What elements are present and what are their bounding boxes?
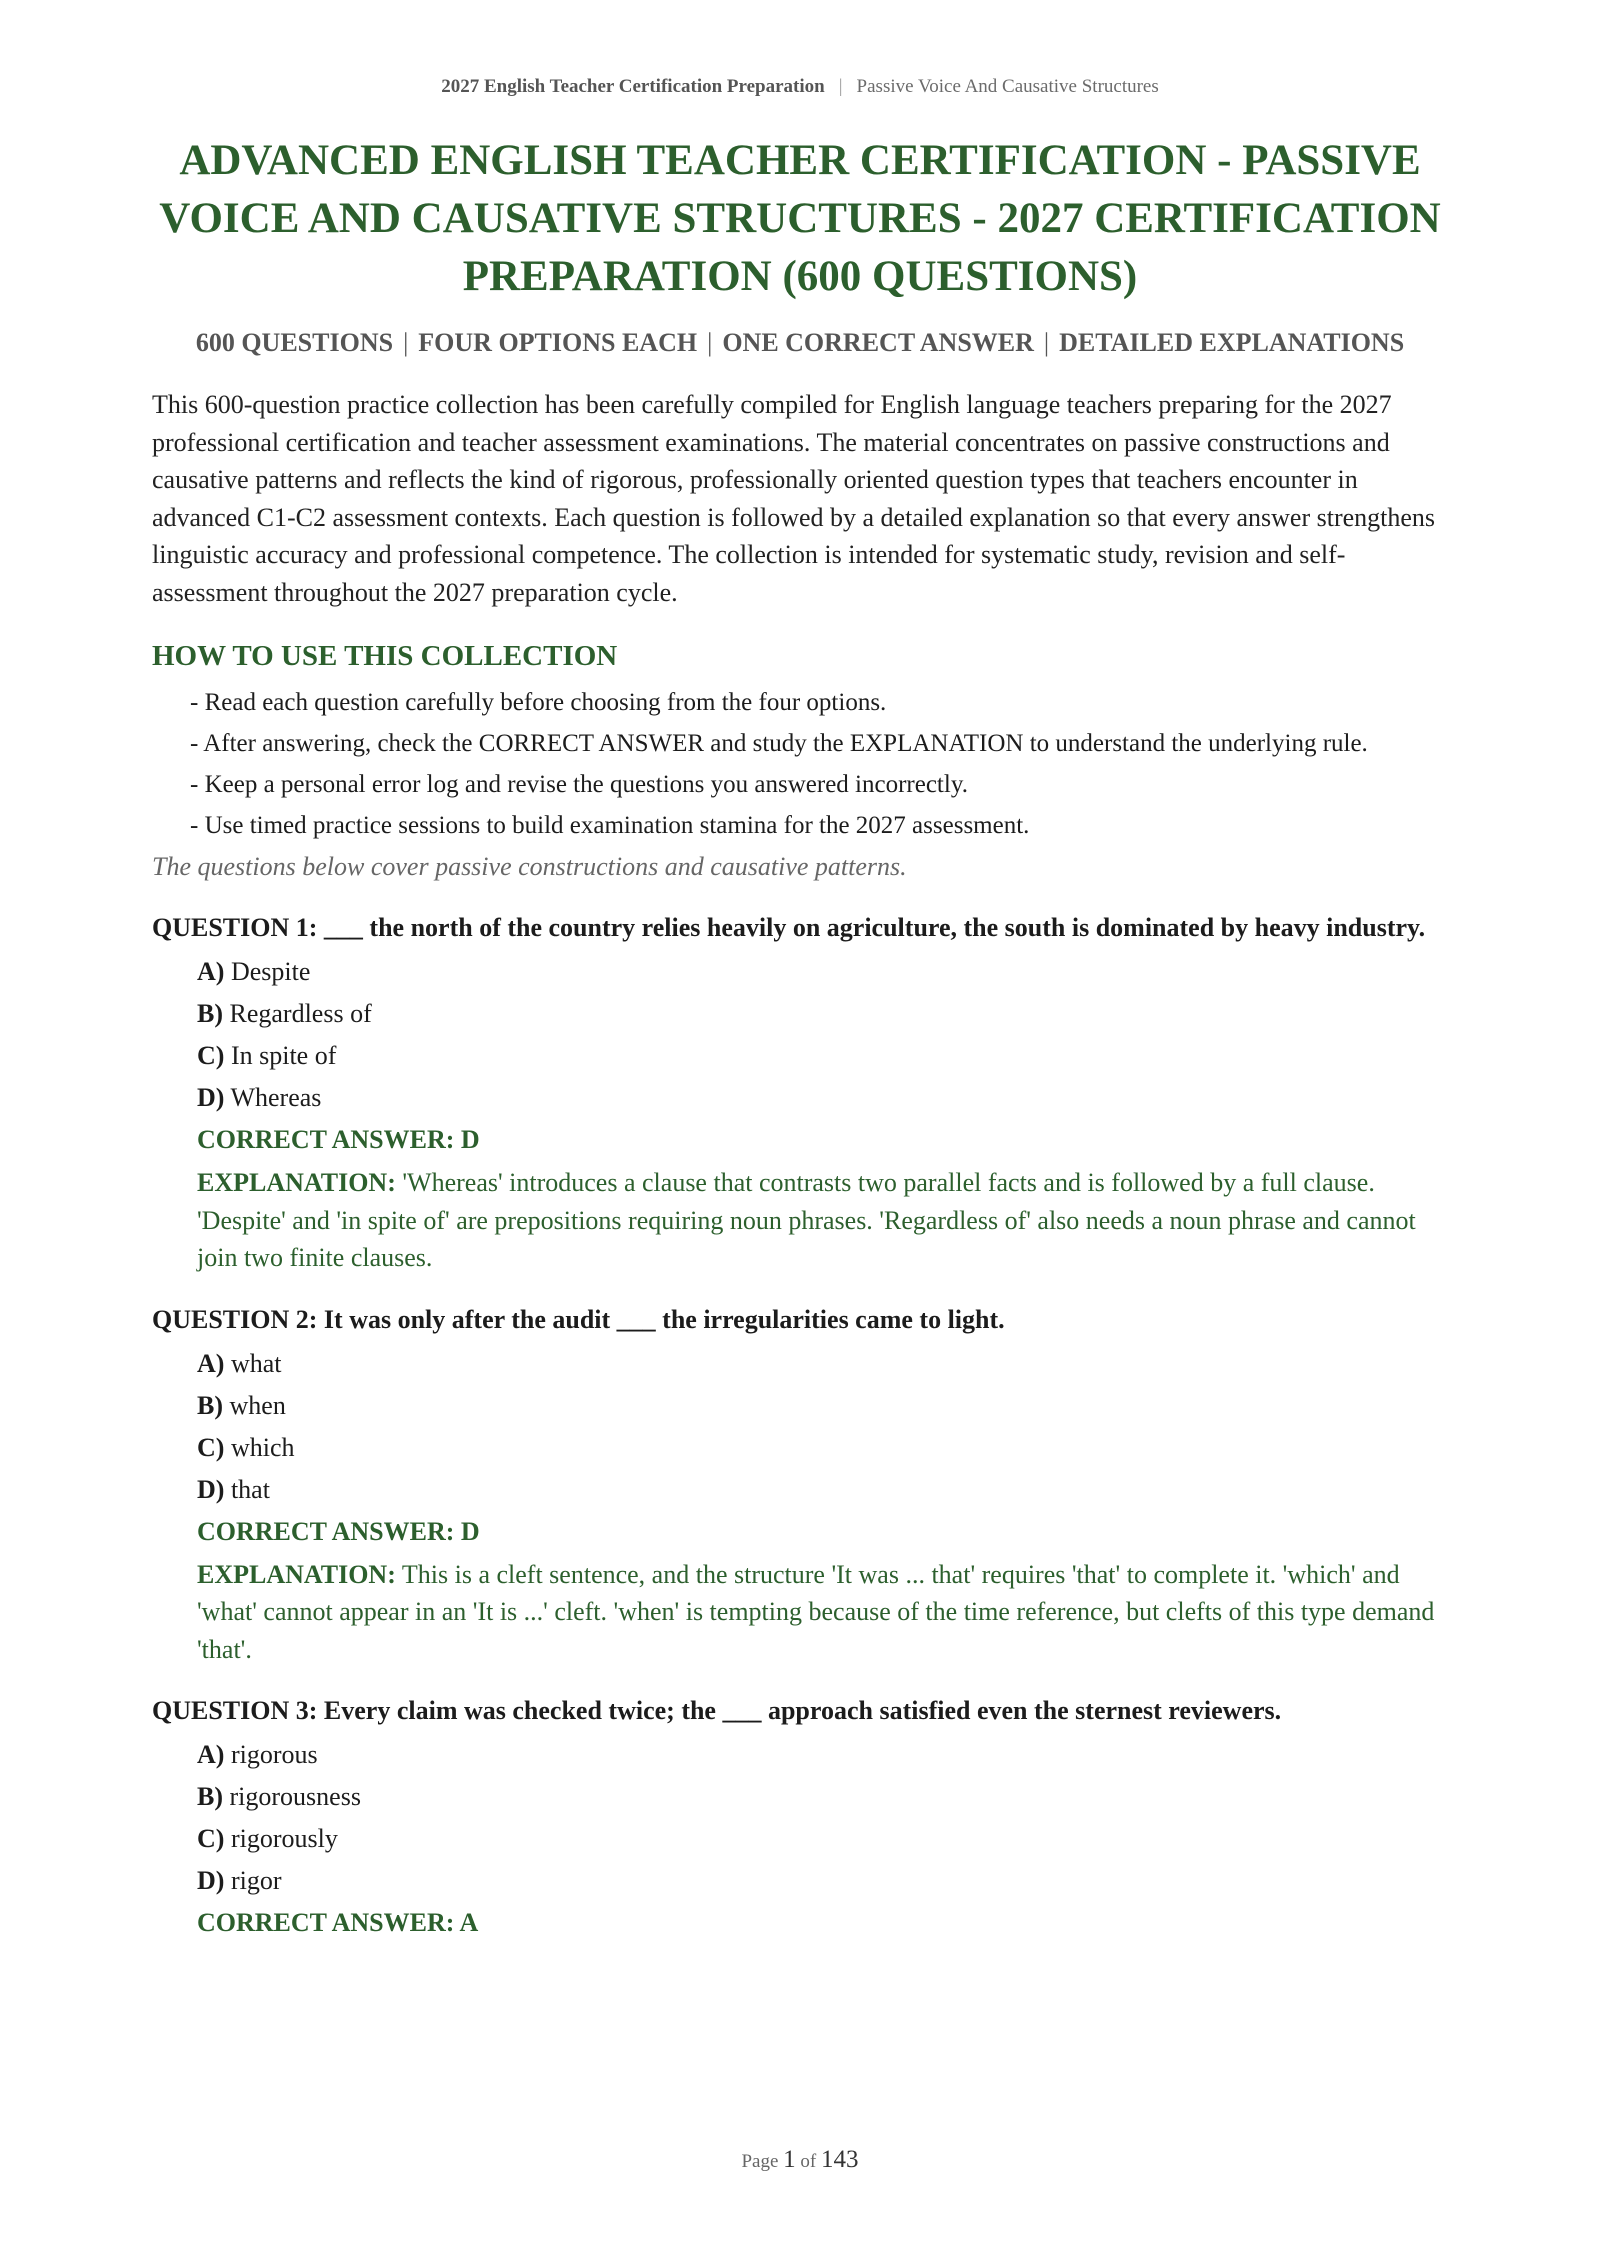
intro-paragraph: This 600-question practice collection has been carefully compiled for English language teachers preparing for the 2027 professional certification and teacher assessment examinations. The material concentrates on passive constructions and causative patterns and reflects the kind of rigorous, professionally oriented question types that teachers encounter in advanced C1-C2 assessment contexts. Each question is followed by a detailed explanation so that every answer strengthens linguistic accuracy and professional competence. The collection is intended for systematic study, revision and self-assessment throughout the 2027 preparation cycle.: [152, 390, 1436, 607]
option-list: [152, 1737, 1448, 1899]
option-letter: B): [197, 1782, 223, 1811]
option-text: rigorous: [230, 1740, 318, 1769]
correct-answer: CORRECT ANSWER: A: [197, 1908, 479, 1937]
total-pages: 143: [821, 2146, 859, 2173]
option-text: that: [230, 1474, 270, 1504]
option-text: Despite: [230, 957, 311, 986]
coverage-note: The questions below cover passive constructions and causative patterns.: [152, 852, 907, 881]
meta-item: FOUR OPTIONS EACH: [418, 328, 698, 357]
question-stem: QUESTION 1: ___ the north of the country relies heavily on agriculture, the south is dominated by heavy industry.: [152, 913, 1426, 942]
meta-separator: |: [1043, 328, 1050, 357]
option-letter: B): [197, 1390, 223, 1420]
option-letter: C): [197, 1432, 225, 1462]
option-letter: A): [197, 1348, 225, 1378]
option-item: [197, 1080, 1448, 1116]
option-text: Whereas: [230, 1083, 322, 1112]
explanation: [197, 1556, 1448, 1669]
meta-item: DETAILED EXPLANATIONS: [1059, 328, 1405, 357]
page-label: Page: [741, 2151, 779, 2172]
option-item: [197, 1737, 1448, 1773]
option-letter: B): [197, 999, 223, 1028]
instruction-item: - Read each question carefully before choosing from the four options.: [190, 689, 887, 716]
option-text: Regardless of: [229, 999, 372, 1028]
option-letter: D): [197, 1866, 225, 1895]
option-letter: C): [197, 1824, 225, 1853]
option-list: [152, 1346, 1448, 1508]
option-letter: D): [197, 1083, 225, 1112]
question-block: [152, 1692, 1448, 1941]
option-item: [197, 1388, 1448, 1424]
meta-item: 600 QUESTIONS: [195, 328, 394, 357]
question-stem: QUESTION 2: It was only after the audit ___ the irregularities came to light.: [152, 1304, 1005, 1334]
option-text: rigor: [230, 1866, 282, 1895]
option-text: when: [229, 1390, 286, 1420]
page-footer: [0, 2146, 1600, 2174]
explanation-text: This is a cleft sentence, and the structure 'It was ... that' requires 'that' to complete it. 'which' and 'what' cannot appear in an 'It is ...' cleft. 'when' is tempting because of the time reference, but clefts of this type demand 'that'.: [197, 1559, 1435, 1664]
question-block: [152, 909, 1448, 1277]
instruction-item: - After answering, check the CORRECT ANSWER and study the EXPLANATION to understand the underlying rule.: [190, 730, 1368, 757]
header-topic: Passive Voice And Causative Structures: [856, 76, 1159, 97]
how-to-use-heading: HOW TO USE THIS COLLECTION: [152, 640, 618, 672]
option-item: [197, 1821, 1448, 1857]
instruction-item: - Use timed practice sessions to build examination stamina for the 2027 assessment.: [190, 812, 1030, 839]
option-list: [152, 954, 1448, 1116]
option-item: [197, 1430, 1448, 1466]
header-collection-title: 2027 English Teacher Certification Preparation: [441, 76, 825, 97]
explanation-text: 'Whereas' introduces a clause that contrasts two parallel facts and is followed by a full clause. 'Despite' and 'in spite of' are prepositions requiring noun phrases. 'Regardless of' also needs a noun phrase and cannot join two finite clauses.: [197, 1168, 1416, 1272]
option-item: [197, 1038, 1448, 1074]
option-item: [197, 954, 1448, 990]
current-page-number: 1: [783, 2146, 796, 2173]
how-to-use-list: [152, 685, 1448, 843]
meta-summary: [152, 326, 1448, 360]
header-separator: |: [838, 76, 843, 97]
option-text: rigorousness: [229, 1782, 361, 1811]
meta-separator: |: [403, 328, 409, 357]
correct-answer: CORRECT ANSWER: D: [197, 1516, 480, 1546]
option-item: [197, 1863, 1448, 1899]
page-content: [152, 132, 1448, 1941]
explanation: [197, 1164, 1448, 1277]
question-block: [152, 1301, 1448, 1669]
option-item: [197, 1346, 1448, 1382]
option-letter: A): [197, 1740, 225, 1769]
question-stem: QUESTION 3: Every claim was checked twice; the ___ approach satisfied even the sternest reviewers.: [152, 1696, 1282, 1725]
option-text: rigorously: [230, 1824, 338, 1853]
option-text: In spite of: [230, 1041, 337, 1070]
option-item: [197, 996, 1448, 1032]
option-letter: C): [197, 1041, 225, 1070]
option-item: [197, 1472, 1448, 1508]
page-of-label: of: [800, 2151, 817, 2172]
explanation-label: EXPLANATION:: [197, 1168, 396, 1197]
instruction-item: - Keep a personal error log and revise the questions you answered incorrectly.: [190, 771, 968, 798]
document-title: ADVANCED ENGLISH TEACHER CERTIFICATION - PASSIVE VOICE AND CAUSATIVE STRUCTURES - 2027 CERTIFICATION PREPARATION (600 QUESTIONS): [159, 137, 1441, 300]
option-letter: D): [197, 1474, 225, 1504]
option-text: which: [230, 1432, 295, 1462]
running-header: [0, 76, 1600, 98]
correct-answer: CORRECT ANSWER: D: [197, 1125, 480, 1154]
meta-separator: |: [707, 328, 713, 357]
option-letter: A): [197, 957, 225, 986]
option-text: what: [230, 1348, 282, 1378]
meta-item: ONE CORRECT ANSWER: [722, 328, 1034, 357]
explanation-label: EXPLANATION:: [197, 1559, 396, 1589]
option-item: [197, 1779, 1448, 1815]
